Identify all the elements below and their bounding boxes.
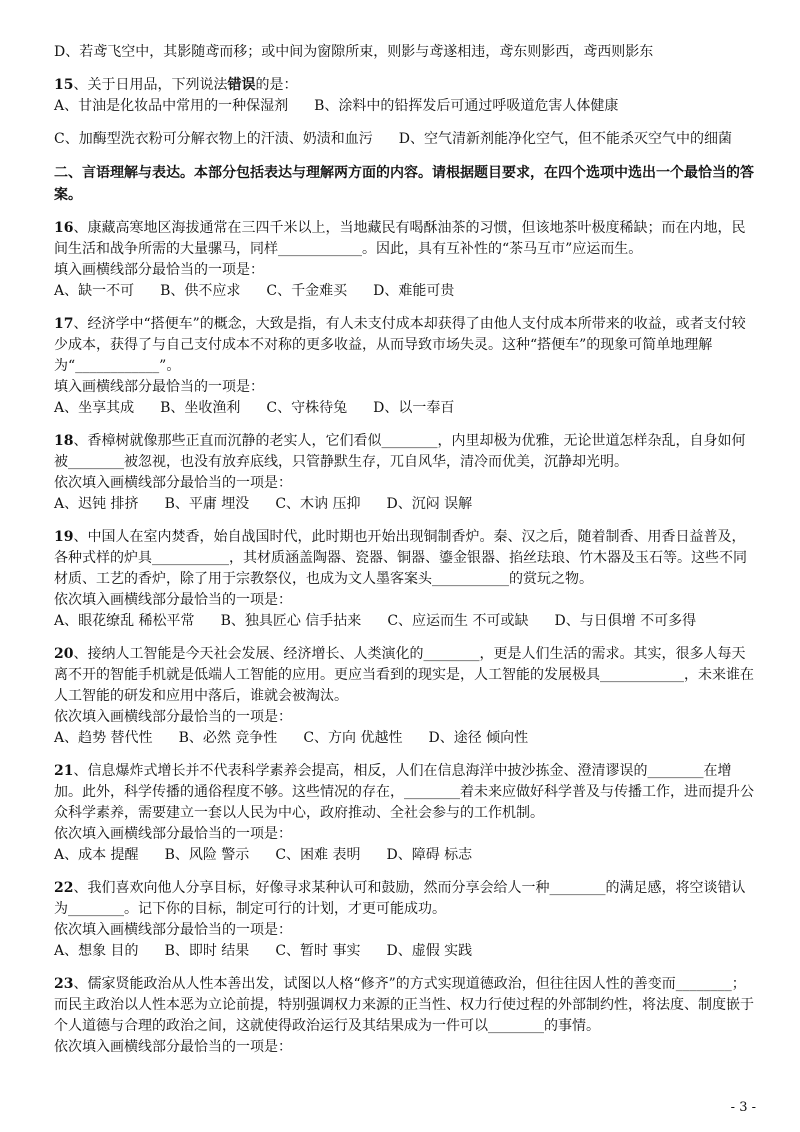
question-text: 、香樟树就像那些正直而沉静的老实人，它们看似________，内里却极为优雅，无论世道怎样杂乱，自身如何被________被忽视，也没有放弃底线，只管静默生存，兀自风华，清冷而优美，沉静却光明。 — [54, 433, 746, 470]
question-text: 、接纳人工智能是今天社会发展、经济增长、人类演化的________，更是人们生活的需求。其实，很多人每天离不开的智能手机就是低端人工智能的应用。更应当看到的现实是，人工智能的发展极具____________，未来谁在人工智能的研发和应用中落后，谁就会被淘汰。 — [54, 646, 754, 704]
page-number: - 3 - — [730, 1100, 756, 1115]
question-17 — [54, 314, 754, 419]
option-d: D、途径 倾向性 — [428, 730, 529, 746]
question-prompt: 依次填入画横线部分最恰当的一项是： — [54, 709, 292, 725]
option-a: A、迟钝 排挤 — [54, 496, 139, 512]
question-15 — [54, 75, 754, 150]
question-number: 16 — [54, 220, 74, 236]
option-a: A、甘油是化妆品中常用的一种保湿剂 — [54, 98, 289, 114]
option-d: D、与日俱增 不可多得 — [554, 613, 697, 629]
option-c: C、千金难买 — [266, 283, 348, 299]
question-21 — [54, 761, 754, 866]
question-number: 17 — [54, 316, 74, 332]
section-heading: 二、言语理解与表达。本部分包括表达与理解两方面的内容。请根据题目要求，在四个选项中选出一个最恰当的答案。 — [54, 165, 754, 203]
question-20 — [54, 644, 754, 749]
option-d: D、难能可贵 — [373, 283, 455, 299]
question-prompt: 依次填入画横线部分最恰当的一项是： — [54, 475, 292, 491]
question-number: 22 — [54, 880, 74, 896]
option-b: B、必然 竞争性 — [178, 730, 278, 746]
option-d: D、虚假 实践 — [386, 943, 473, 959]
question-number: 15 — [54, 77, 74, 93]
question-prompt: 依次填入画横线部分最恰当的一项是： — [54, 922, 292, 938]
q14-option-d: D、若鸢飞空中，其影随鸢而移；或中间为窗隙所束，则影与鸢遂相违，鸢东则影西，鸢西则影东 — [54, 44, 654, 60]
option-d: D、沉闷 误解 — [386, 496, 473, 512]
question-stem: 、关于日用品，下列说法 — [73, 77, 228, 93]
question-prompt: 依次填入画横线部分最恰当的一项是： — [54, 1039, 292, 1055]
question-18 — [54, 431, 754, 515]
option-a: A、成本 提醒 — [54, 847, 139, 863]
question-text: 、儒家贤能政治从人性本善出发，试图以人格“修齐”的方式实现道德政治，但往往因人性的善变而________；而民主政治以人性本恶为立论前提，特别强调权力来源的正当性、权力行使过程的外部制约性，将法度、制度嵌于个人道德与合理的政治之间，这就使得政治运行及其结果成为一件可以________的事情。 — [54, 976, 754, 1034]
option-a: A、缺一不可 — [54, 283, 135, 299]
option-c: C、应运而生 不可或缺 — [387, 613, 529, 629]
question-number: 19 — [54, 529, 74, 545]
option-a: A、眼花缭乱 稀松平常 — [54, 613, 195, 629]
option-d: D、以一奉百 — [373, 400, 455, 416]
question-text: 、信息爆炸式增长并不代表科学素养会提高，相反，人们在信息海洋中披沙拣金、澄清谬误的________在增加。此外，科学传播的通俗程度不够。这些情况的存在，________着未来应做好科学普及与传播工作，进而提升公众科学素养，需要建立一套以人民为中心，政府推动、全社会参与的工作机制。 — [54, 763, 754, 821]
option-a: A、想象 目的 — [54, 943, 139, 959]
option-c: C、木讷 压抑 — [275, 496, 361, 512]
option-d: D、障碍 标志 — [386, 847, 473, 863]
option-c: C、守株待兔 — [266, 400, 348, 416]
option-c: C、暂时 事实 — [275, 943, 361, 959]
option-c: C、方向 优越性 — [303, 730, 403, 746]
option-b: B、即时 结果 — [164, 943, 250, 959]
option-a: A、趋势 替代性 — [54, 730, 153, 746]
question-text: 、经济学中“搭便车”的概念，大致是指，有人未支付成本却获得了由他人支付成本所带来的收益，或者支付较少成本，获得了与自己支付成本不对称的更多收益，从而导致市场失灵。这种“搭便车”的现象可简单地理解为“____________”。 — [54, 316, 746, 374]
question-23 — [54, 974, 754, 1058]
option-b: B、独具匠心 信手拈来 — [220, 613, 362, 629]
option-b: B、风险 警示 — [164, 847, 250, 863]
question-stem-end: 的是： — [255, 77, 298, 93]
question-stem-emphasis: 错误 — [227, 77, 256, 93]
option-a: A、坐享其成 — [54, 400, 135, 416]
question-19 — [54, 527, 754, 632]
option-b: B、坐收渔利 — [160, 400, 241, 416]
question-text: 、中国人在室内焚香，始自战国时代，此时期也开始出现铜制香炉。秦、汉之后，随着制香、用香日益普及，各种式样的炉具___________，其材质涵盖陶器、瓷器、铜器、鎏金银器、掐丝珐琅、竹木器及玉石等。这些不同材质、工艺的香炉，除了用于宗教祭仪，也成为文人墨客案头___________的赏玩之物。 — [54, 529, 747, 587]
option-b: B、涂料中的铅挥发后可通过呼吸道危害人体健康 — [314, 98, 619, 114]
question-22 — [54, 878, 754, 962]
option-b: B、供不应求 — [160, 283, 241, 299]
document-page — [54, 42, 754, 1058]
option-b: B、平庸 埋没 — [164, 496, 250, 512]
question-prompt: 填入画横线部分最恰当的一项是： — [54, 262, 264, 278]
question-text: 、我们喜欢向他人分享目标，好像寻求某种认可和鼓励，然而分享会给人一种________的满足感，将空谈错认为________。记下你的目标，制定可行的计划，才更可能成功。 — [54, 880, 746, 917]
question-number: 18 — [54, 433, 74, 449]
question-prompt: 依次填入画横线部分最恰当的一项是： — [54, 826, 292, 842]
option-d: D、空气清新剂能净化空气，但不能杀灭空气中的细菌 — [398, 131, 732, 147]
option-c: C、困难 表明 — [275, 847, 361, 863]
option-c: C、加酶型洗衣粉可分解衣物上的汗渍、奶渍和血污 — [54, 131, 373, 147]
question-number: 20 — [54, 646, 74, 662]
question-number: 23 — [54, 976, 74, 992]
question-prompt: 填入画横线部分最恰当的一项是： — [54, 379, 264, 395]
question-16 — [54, 218, 754, 302]
question-number: 21 — [54, 763, 74, 779]
question-text: 、康藏高寒地区海拔通常在三四千米以上，当地藏民有喝酥油茶的习惯，但该地茶叶极度稀缺；而在内地，民间生活和战争所需的大量骡马，同样____________。因此，具有互补性的“茶马互市”应运而生。 — [54, 220, 746, 257]
question-prompt: 依次填入画横线部分最恰当的一项是： — [54, 592, 292, 608]
